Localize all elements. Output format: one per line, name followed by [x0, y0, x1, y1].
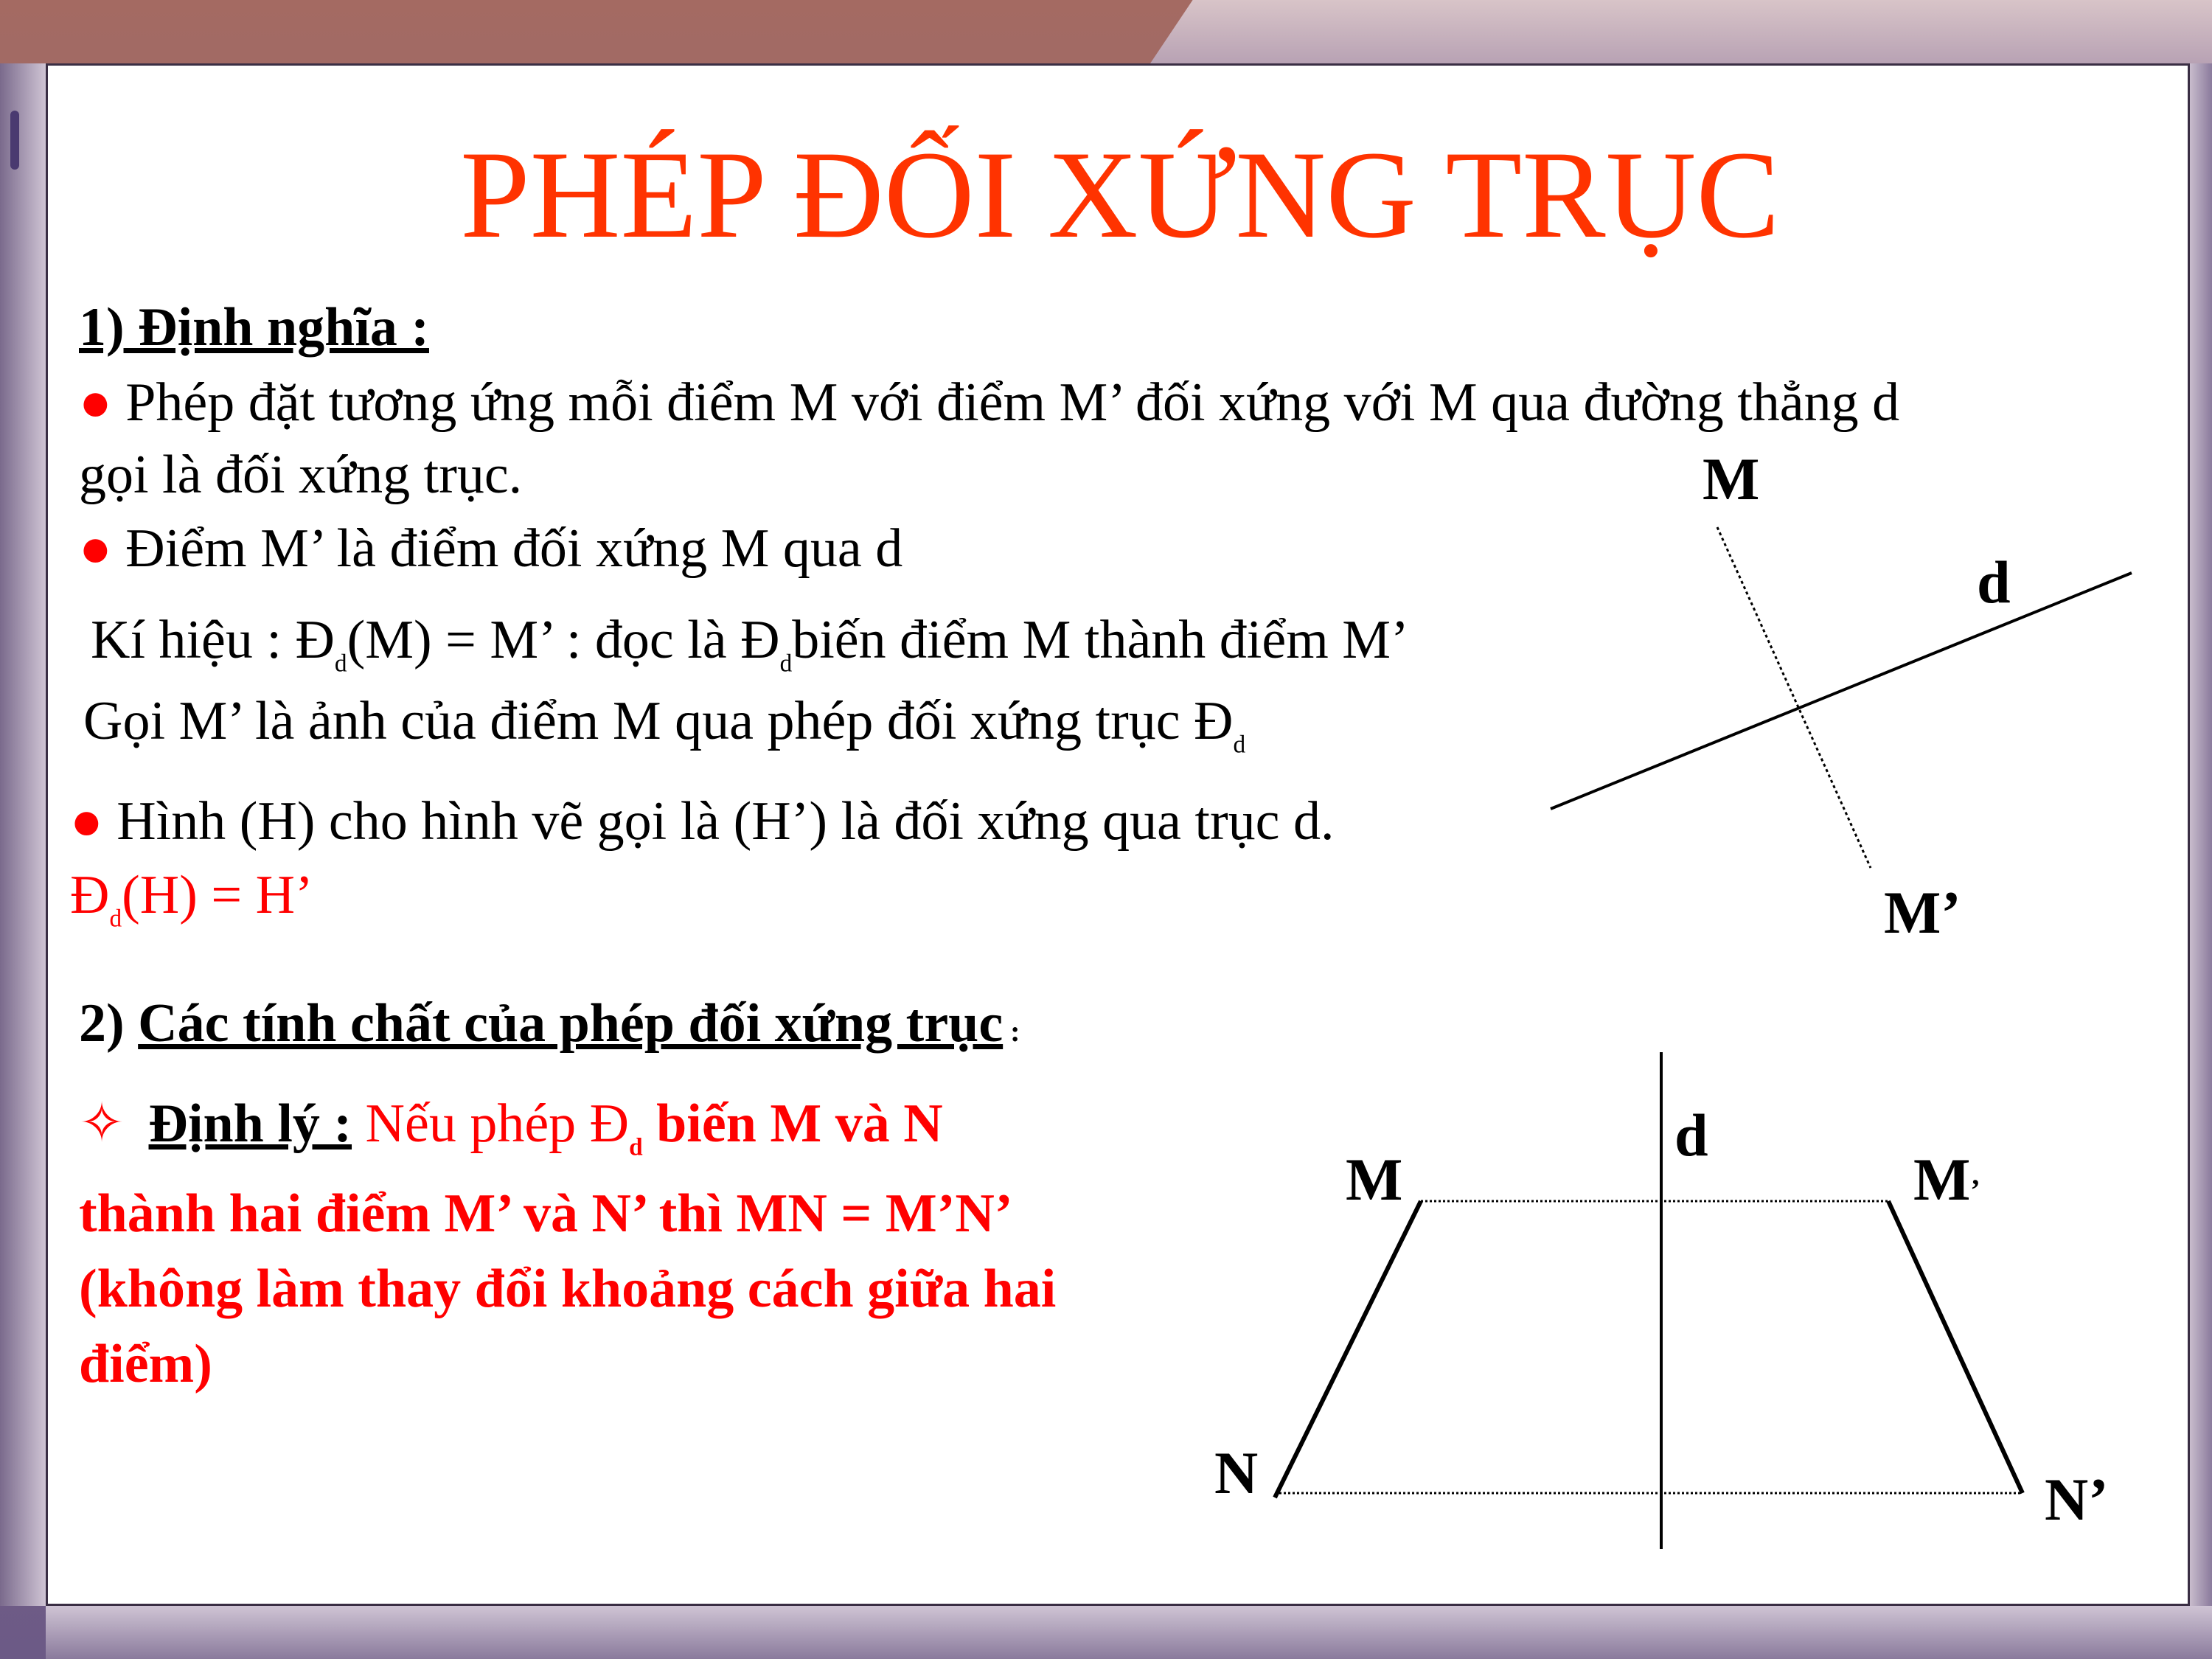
figure1-label-M-prime: M’ [1884, 879, 1961, 946]
theorem-sub: d [629, 1133, 643, 1161]
figure2-label-d: d [1674, 1102, 1708, 1169]
theorem-label: Định lý : [148, 1093, 352, 1154]
theorem-symbol-icon: ✧ [79, 1093, 125, 1154]
image-text: Gọi M’ là ảnh của điểm M qua phép đối xứng trục Đ [83, 691, 1234, 751]
notation-part-b: (M) = M’ : đọc là Đ [347, 610, 780, 670]
figure2-label-M-prime [1913, 1146, 1980, 1213]
figure2-label-N: N [1214, 1439, 1259, 1506]
figure2-segment-MN [1275, 1201, 1421, 1498]
bullet-icon: ● [79, 372, 112, 433]
scroll-knob[interactable] [10, 111, 19, 170]
figure1-segment-MM-prime [1717, 527, 1871, 868]
slide [46, 63, 2190, 1606]
section2-number: 2) [79, 993, 139, 1054]
formula-part-a: Đ [70, 865, 110, 925]
bullet-icon: ● [79, 518, 112, 579]
figure2-label-N-prime: N’ [2045, 1466, 2109, 1533]
figure2-segment-M-prime-N-prime [1888, 1201, 2023, 1493]
figure2-label-M: M [1346, 1146, 1403, 1213]
formula-part-b: (H) = H’ [122, 865, 313, 925]
theorem-part-a: Nếu phép Đ [352, 1093, 630, 1154]
theorem-line-3: (không làm thay đổi khoảng cách giữa hai [79, 1259, 1057, 1319]
figure2-label-M-prime-mark: ’ [1970, 1173, 1980, 1206]
theorem-part-b: biến M và N [642, 1093, 943, 1154]
figure1-label-M: M [1703, 445, 1760, 512]
bullet3-text: Hình (H) cho hình vẽ gọi là (H’) là đối xứng qua trục d. [116, 791, 1335, 852]
left-border-strip [0, 63, 46, 1606]
figure1-label-d: d [1977, 549, 2011, 616]
notation-part-c: biến điểm M thành điểm M’ [792, 610, 1409, 670]
notation-part-a: Kí hiệu : Đ [91, 610, 335, 670]
figure2-label-M-prime-letter: M [1913, 1146, 1971, 1213]
theorem-line-2: thành hai điểm M’ và N’ thì MN = M’N’ [79, 1183, 1013, 1244]
definition-text-line2: gọi là đối xứng trục. [79, 445, 523, 505]
bottom-border-strip [46, 1606, 2212, 1659]
notation-sub-2: d [779, 650, 793, 678]
slide-title: PHÉP ĐỐI XỨNG TRỤC [460, 125, 1780, 264]
formula-sub: d [109, 905, 122, 933]
theorem-line-4: điểm) [79, 1334, 212, 1394]
notation-sub-1: d [334, 650, 347, 678]
definition-text-line1: Phép đặt tương ứng mỗi điểm M với điểm M’ đối xứng với M qua đường thẳng d [125, 372, 1900, 433]
frame-top-tab [1150, 0, 2212, 63]
bullet2-text: Điểm M’ là điểm đối xứng M qua d [125, 518, 903, 579]
right-border-strip [2190, 63, 2212, 1606]
section2-colon: : [1003, 1015, 1020, 1048]
bullet-icon: ● [70, 791, 103, 852]
image-sub: d [1233, 731, 1246, 759]
figures-svg [48, 66, 2192, 1608]
figure1-axis-d [1551, 573, 2132, 809]
section2-heading: Các tính chất của phép đối xứng trục [138, 993, 1004, 1054]
section1-heading: 1) Định nghĩa : [79, 297, 429, 358]
